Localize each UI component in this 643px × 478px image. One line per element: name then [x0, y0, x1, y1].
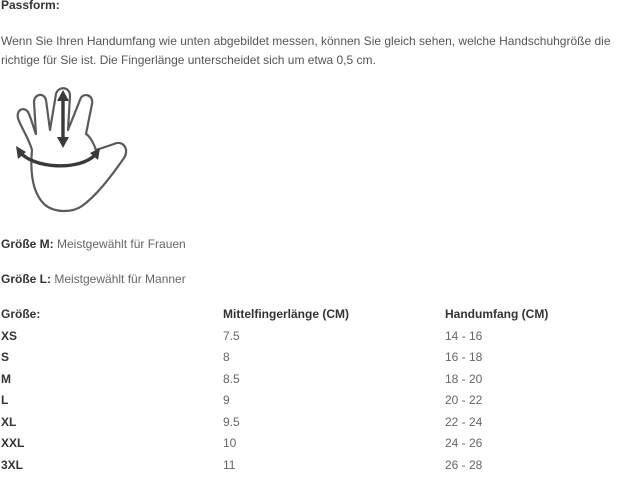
circumference-cell: 18 - 20 [445, 371, 482, 388]
size-table [1, 306, 643, 478]
hand-measure-icon [10, 86, 132, 214]
finger-length-cell: 9.5 [223, 414, 240, 431]
size-l-note [1, 271, 186, 287]
table-row [1, 392, 643, 414]
table-row [1, 435, 643, 457]
header-size: Größe: [1, 306, 40, 323]
size-cell: S [1, 349, 9, 366]
circumference-cell: 16 - 18 [445, 349, 482, 366]
table-row [1, 457, 643, 478]
finger-length-cell: 8 [223, 349, 230, 366]
intro-text: Wenn Sie Ihren Handumfang wie unten abgebildet messen, können Sie gleich sehen, welche Handschuhgröße die richtige für Sie ist. Die Fingerlänge unterscheidet sich um etwa 0,5 cm. [1, 32, 643, 70]
table-row [1, 349, 643, 371]
header-hand-circumference: Handumfang (CM) [445, 306, 548, 323]
section-heading: Passform: [1, 0, 60, 13]
size-cell: L [1, 392, 8, 409]
circumference-cell: 14 - 16 [445, 328, 482, 345]
table-header-row [1, 306, 643, 328]
size-cell: M [1, 371, 11, 388]
size-cell: XS [1, 328, 17, 345]
finger-length-cell: 9 [223, 392, 230, 409]
table-row [1, 371, 643, 393]
finger-length-cell: 8.5 [223, 371, 240, 388]
size-l-label: Größe L: [1, 272, 51, 286]
finger-length-cell: 10 [223, 435, 236, 452]
size-cell: 3XL [1, 457, 23, 474]
size-cell: XL [1, 414, 16, 431]
circumference-cell: 20 - 22 [445, 392, 482, 409]
table-row [1, 414, 643, 436]
circumference-cell: 24 - 26 [445, 435, 482, 452]
table-row [1, 328, 643, 350]
size-m-label: Größe M: [1, 237, 54, 251]
header-finger-length: Mittelfingerlänge (CM) [223, 306, 349, 323]
finger-length-cell: 11 [223, 457, 235, 474]
circumference-cell: 22 - 24 [445, 414, 482, 431]
size-l-text: Meistgewählt für Manner [51, 272, 186, 286]
finger-length-cell: 7.5 [223, 328, 240, 345]
size-m-text: Meistgewählt für Frauen [54, 237, 186, 251]
size-cell: XXL [1, 435, 24, 452]
circumference-cell: 26 - 28 [445, 457, 482, 474]
size-m-note [1, 236, 186, 252]
